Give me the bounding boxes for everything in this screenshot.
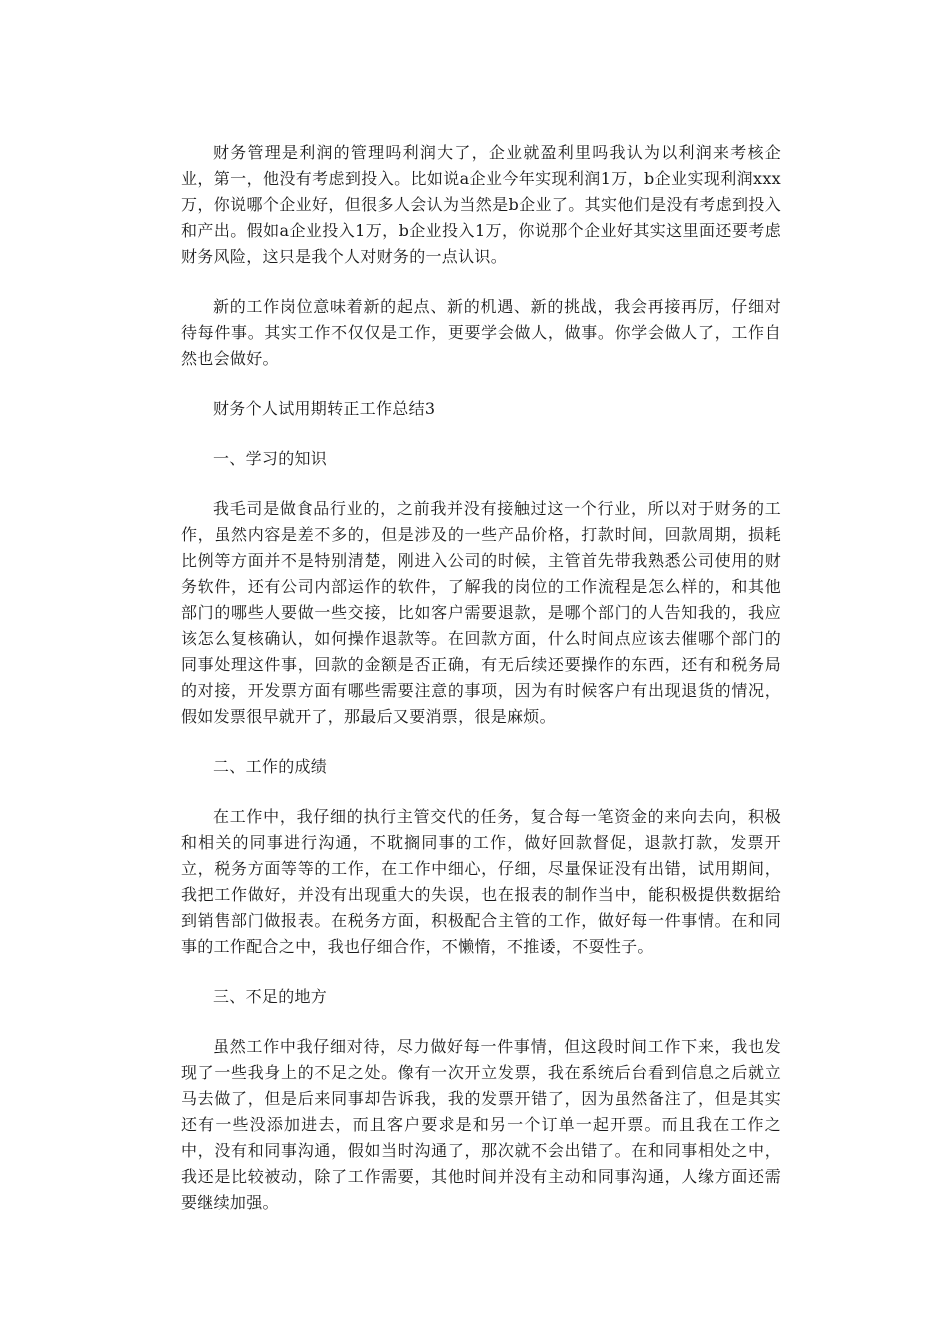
section-title-summary-3: 财务个人试用期转正工作总结3	[213, 399, 436, 418]
paragraph-shortcomings: 虽然工作中我仔细对待，尽力做好每一件事情，但这段时间工作下来，我也发现了一些我身上的不足之处。像有一次开立发票，我在系统后台看到信息之后就立马去做了，但是后来同事却告诉我，我的发票开错了，因为虽然备注了，但是其实还有一些没添加进去，而且客户要求是和另一个订单一起开票。而且我在工作之中，没有和同事沟通，假如当时沟通了，那次就不会出错了。在和同事相处之中，我还是比较被动，除了工作需要，其他时间并没有主动和同事沟通，人缘方面还需要继续加强。	[181, 1037, 781, 1212]
paragraph-learned-knowledge: 我毛司是做食品行业的，之前我并没有接触过这一个行业，所以对于财务的工作，虽然内容是差不多的，但是涉及的一些产品价格，打款时间，回款周期，损耗比例等方面并不是特别清楚，刚进入公司的时候，主管首先带我熟悉公司使用的财务软件，还有公司内部运作的软件，了解我的岗位的工作流程是怎么样的，和其他部门的哪些人要做一些交接，比如客户需要退款，是哪个部门的人告知我的，我应该怎么复核确认，如何操作退款等。在回款方面，什么时间点应该去催哪个部门的同事处理这件事，回款的金额是否正确，有无后续还要操作的东西，还有和税务局的对接，开发票方面有哪些需要注意的事项，因为有时候客户有出现退货的情况，假如发票很早就开了，那最后又要消票，很是麻烦。	[181, 499, 781, 726]
heading-work-achievements: 二、工作的成绩	[213, 757, 328, 776]
paragraph-new-position: 新的工作岗位意味着新的起点、新的机遇、新的挑战，我会再接再厉，仔细对待每件事。其实工作不仅仅是工作，更要学会做人，做事。你学会做人了，工作自然也会做好。	[181, 297, 781, 368]
heading-learned-knowledge: 一、学习的知识	[213, 449, 328, 468]
paragraph-work-achievements: 在工作中，我仔细的执行主管交代的任务，复合每一笔资金的来向去向，积极和相关的同事进行沟通，不耽搁同事的工作，做好回款督促，退款打款，发票开立，税务方面等等的工作，在工作中细心，仔细，尽量保证没有出错，试用期间，我把工作做好，并没有出现重大的失误，也在报表的制作当中，能积极提供数据给到销售部门做报表。在税务方面，积极配合主管的工作，做好每一件事情。在和同事的工作配合之中，我也仔细合作，不懒惰，不推诿，不耍性子。	[181, 807, 781, 956]
document-body	[181, 140, 781, 1240]
heading-shortcomings: 三、不足的地方	[213, 987, 328, 1006]
paragraph-profit-management: 财务管理是利润的管理吗利润大了，企业就盈利里吗我认为以利润来考核企业，第一，他没有考虑到投入。比如说a企业今年实现利润1万，b企业实现利润xxx万，你说哪个企业好，但很多人会认为当然是b企业了。其实他们是没有考虑到投入和产出。假如a企业投入1万，b企业投入1万，你说那个企业好其实这里面还要考虑财务风险，这只是我个人对财务的一点认识。	[181, 143, 781, 266]
